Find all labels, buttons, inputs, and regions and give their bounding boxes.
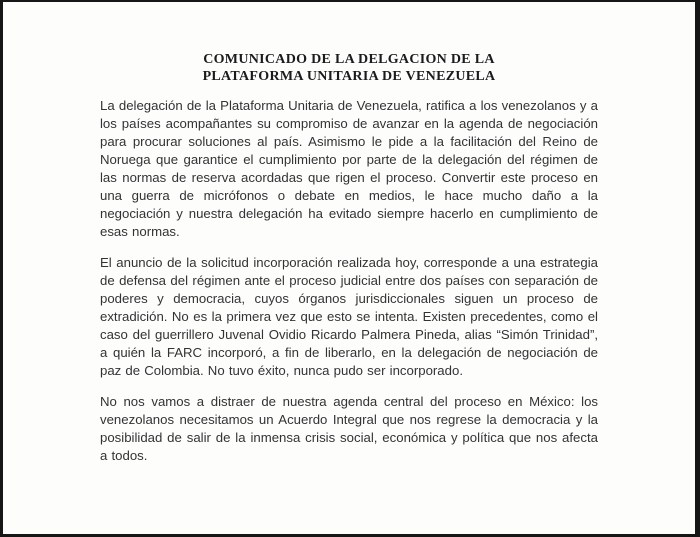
paragraph-2: El anuncio de la solicitud incorporación realizada hoy, corresponde a una estrategia de defensa del régimen ante el proceso judicial entre dos países con separación de poderes y democracia, cuyos órganos jurisdiccionales siguen un proceso de extradición. No es la primera vez que esto se intenta. Existen precedentes, como el caso del guerrillero Juvenal Ovidio Ricardo Palmera Pineda, alias “Simón Trinidad”, a quién la FARC incorporó, a fin de liberarlo, en la delegación de negociación de paz de Colombia. No tuvo éxito, nunca pudo ser incorporado. — [100, 255, 598, 378]
title-line-2: PLATAFORMA UNITARIA DE VENEZUELA — [202, 68, 496, 84]
document-title — [100, 52, 598, 85]
paragraph-1: La delegación de la Plataforma Unitaria de Venezuela, ratifica a los venezolanos y a los países acompañantes su compromiso de avanzar en la agenda de negociación para procurar soluciones al país. Asimismo le pide a la facilitación del Reino de Noruega que garantice el cumplimiento por parte de la delegación del régimen de las normas de reserva acordadas que rigen el proceso. Convertir este proceso en una guerra de micrófonos o debate en medios, le hace mucho daño a la negociación y nuestra delegación ha evitado siempre hacerlo en cumplimiento de esas normas. — [100, 98, 598, 239]
document-body — [100, 97, 598, 465]
paragraph-3: No nos vamos a distraer de nuestra agenda central del proceso en México: los venezolanos necesitamos un Acuerdo Integral que nos regrese la democracia y la posibilidad de salir de la inmensa crisis social, económica y política que nos afecta a todos. — [100, 394, 598, 463]
document-content — [3, 2, 695, 465]
title-line-1: COMUNICADO DE LA DELGACION DE LA — [203, 52, 495, 67]
